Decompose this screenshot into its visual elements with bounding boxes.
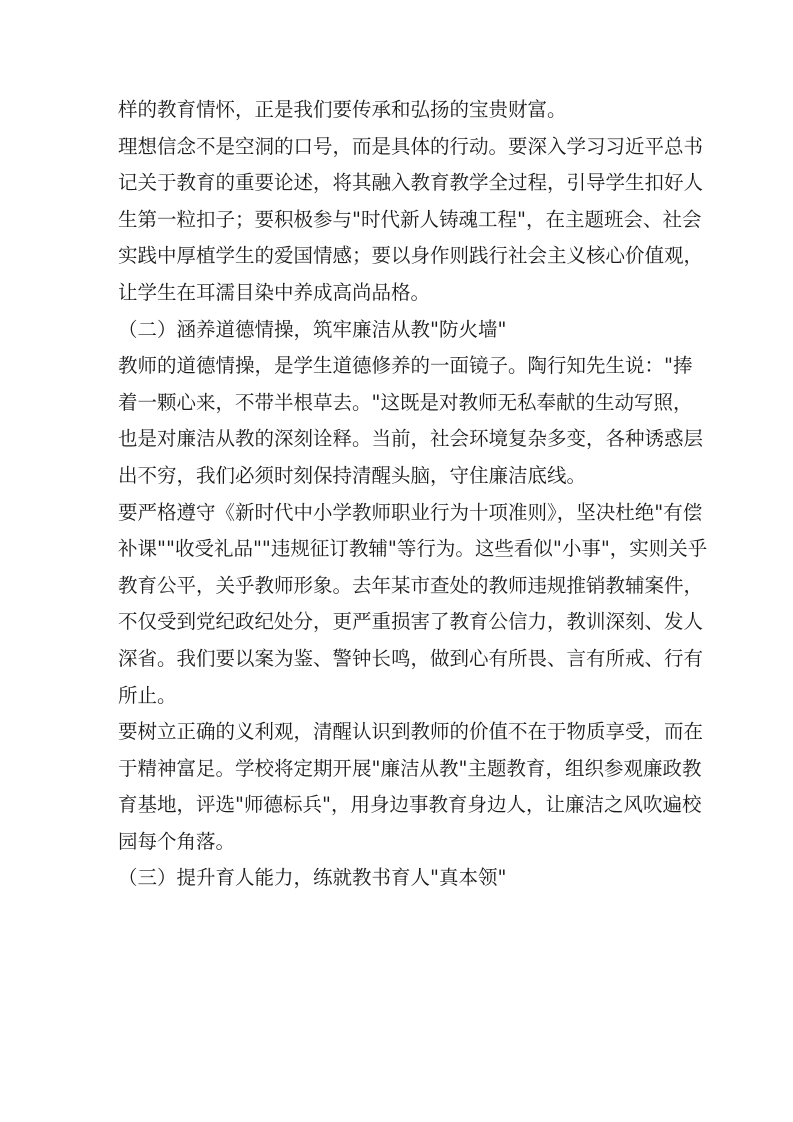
text-line: 园每个角落。 xyxy=(118,829,236,853)
heading-line: （三）提升育人能力，练就教书育人"真本领" xyxy=(118,866,507,890)
text-line: 着一颗心来，不带半根草去。"这既是对教师无私奉献的生动写照， xyxy=(118,390,693,414)
para-ideals xyxy=(118,129,704,312)
text-line: 理想信念不是空洞的口号，而是具体的行动。要深入学习习近平总书 xyxy=(118,134,704,158)
text-line: 不仅受到党纪政纪处分，更严重损害了教育公信力，教训深刻、发人 xyxy=(118,610,704,634)
text-line: 于精神富足。学校将定期开展"廉洁从教"主题教育，组织参观廉政教 xyxy=(118,756,702,780)
para-rules xyxy=(118,495,708,715)
text-line: 要严格遵守《新时代中小学教师职业行为十项准则》，坚决杜绝"有偿 xyxy=(118,500,703,524)
text-line: 样的教育情怀，正是我们要传承和弘扬的宝贵财富。 xyxy=(118,98,567,121)
text-line: 教育公平，关乎教师形象。去年某市查处的教师违规推销教辅案件， xyxy=(118,573,704,597)
text-line: 要树立正确的义利观，清醒认识到教师的价值不在于物质享受，而在 xyxy=(118,720,704,744)
para-continuation xyxy=(118,92,688,129)
text-line: 记关于教育的重要论述，将其融入教育教学全过程，引导学生扣好人 xyxy=(118,171,704,195)
text-line: 实践中厚植学生的爱国情感；要以身作则践行社会主义核心价值观， xyxy=(118,244,704,268)
text-line: 生第一粒扣子；要积极参与"时代新人铸魂工程"，在主题班会、社会 xyxy=(118,207,702,231)
para-moral xyxy=(118,348,704,494)
text-line: 深省。我们要以案为鉴、警钟长鸣，做到心有所畏、言有所戒、行有 xyxy=(118,646,704,670)
text-line: 教师的道德情操，是学生道德修养的一面镜子。陶行知先生说："捧 xyxy=(118,354,693,378)
text-line: 育基地，评选"师德标兵"，用身边事教育身边人，让廉洁之风吹遍校 xyxy=(118,793,702,817)
heading-section-2 xyxy=(118,312,688,349)
text-line: 所止。 xyxy=(118,683,177,707)
text-line: 补课""收受礼品""违规征订教辅"等行为。这些看似"小事"，实则关乎 xyxy=(118,537,708,561)
text-line: 让学生在耳濡目染中养成高尚品格。 xyxy=(118,280,431,304)
heading-line: （二）涵养道德情操，筑牢廉洁从教"防火墙" xyxy=(118,317,507,341)
text-line: 出不穷，我们必须时刻保持清醒头脑，守住廉洁底线。 xyxy=(118,463,587,487)
para-values xyxy=(118,714,704,860)
heading-section-3 xyxy=(118,860,688,897)
document-page xyxy=(118,92,708,897)
text-line: 也是对廉洁从教的深刻诠释。当前，社会环境复杂多变，各种诱惑层 xyxy=(118,427,704,451)
